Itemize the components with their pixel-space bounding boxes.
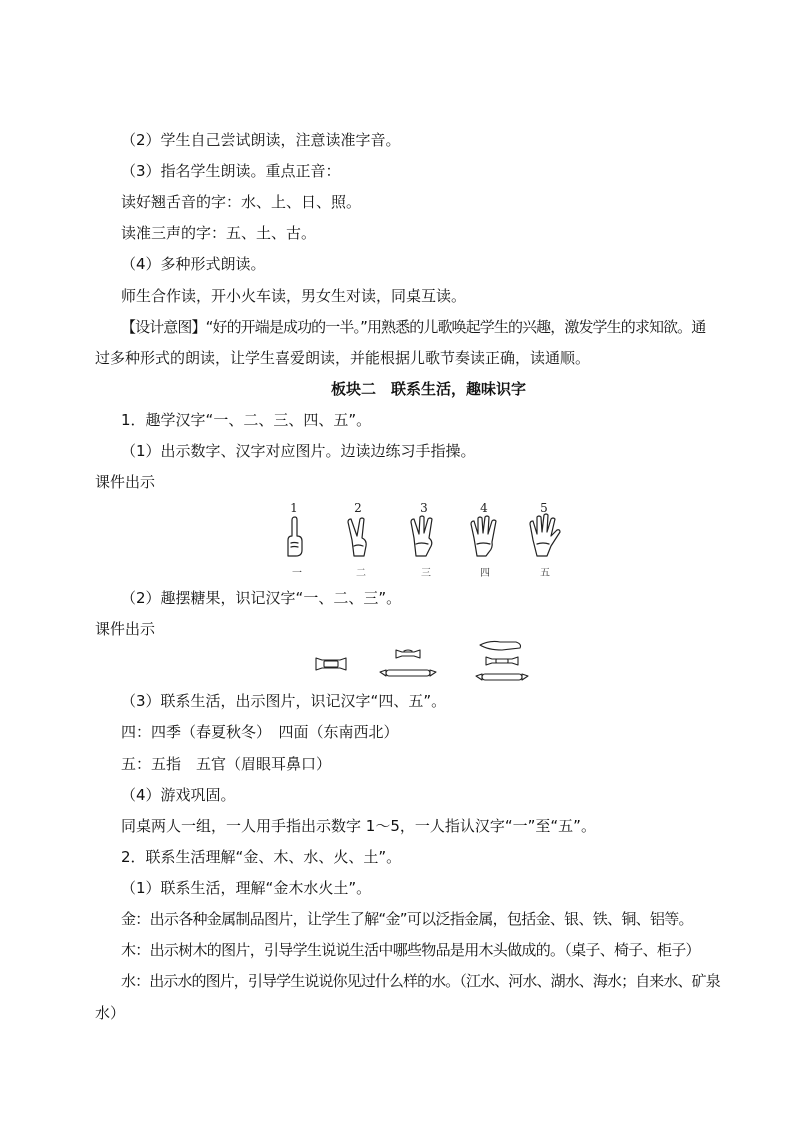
hand-three-icon xyxy=(411,516,432,556)
candy-icon xyxy=(486,657,518,665)
hand-two-icon xyxy=(348,518,366,556)
candy-icon xyxy=(480,641,521,650)
paragraph: （4）游戏巩固。 xyxy=(121,786,236,804)
number-label: 2 xyxy=(354,501,362,515)
paragraph: 水：出示水的图片，引导学生说说你见过什么样的水。（江水、河水、湖水、海水；自来水、矿泉 xyxy=(121,972,720,990)
paragraph: 金：出示各种金属制品图片，让学生了解“金”可以泛指金属，包括金、银、铁、铜、铝等。 xyxy=(121,910,693,928)
paragraph: （1）出示数字、汉字对应图片。边读边练习手指操。 xyxy=(121,442,476,460)
hand-five-icon xyxy=(530,514,560,556)
chinese-numeral-label: 五 xyxy=(540,568,550,579)
paragraph: 读好翘舌音的字：水、上、日、照。 xyxy=(121,193,362,211)
candy-icon xyxy=(396,650,420,658)
paragraph: （2）学生自己尝试朗读，注意读准字音。 xyxy=(121,131,401,149)
number-label: 3 xyxy=(420,501,428,515)
number-label: 4 xyxy=(480,501,488,515)
paragraph: （4）多种形式朗读。 xyxy=(121,255,266,273)
candy-icon xyxy=(476,674,528,680)
finger-counting-figure xyxy=(270,496,570,584)
chinese-numeral-label: 三 xyxy=(421,568,431,579)
chinese-numeral-label: 四 xyxy=(480,568,490,579)
candy-icon xyxy=(380,670,436,676)
number-label: 1 xyxy=(290,501,298,515)
hand-four-icon xyxy=(471,516,496,556)
design-intent-paragraph-cont: 过多种形式的朗读，让学生喜爱朗读，并能根据儿歌节奏读正确，读通顺。 xyxy=(95,349,591,367)
candy-arrangement-figure xyxy=(310,640,530,688)
paragraph-cont: 水） xyxy=(95,1004,126,1022)
paragraph: （3）指名学生朗读。重点正音： xyxy=(121,162,341,180)
chinese-numeral-label: 二 xyxy=(356,568,366,579)
paragraph: 2．联系生活理解“金、木、水、火、土”。 xyxy=(121,848,402,866)
design-intent-paragraph: 【设计意图】“好的开端是成功的一半。”用熟悉的儿歌唤起学生的兴趣，激发学生的求知欲。通 xyxy=(121,318,706,336)
paragraph: 1．趣学汉字“一、二、三、四、五”。 xyxy=(121,411,372,429)
paragraph: 木：出示树木的图片，引导学生说说生活中哪些物品是用木头做成的。（桌子、椅子、柜子） xyxy=(121,941,700,959)
candy-icon xyxy=(316,658,346,670)
paragraph: （3）联系生活，出示图片，识记汉字“四、五”。 xyxy=(121,692,447,710)
courseware-label: 课件出示 xyxy=(95,473,156,491)
paragraph: 同桌两人一组，一人用手指出示数字 1～5，一人指认汉字“一”至“五”。 xyxy=(121,817,596,835)
paragraph: 师生合作读，开小火车读，男女生对读，同桌互读。 xyxy=(121,287,467,305)
paragraph: 五：五指 五官（眉眼耳鼻口） xyxy=(121,755,332,773)
paragraph: （2）趣摆糖果，识记汉字“一、二、三”。 xyxy=(121,589,402,607)
section-heading: 板块二 联系生活，趣味识字 xyxy=(331,380,527,398)
paragraph: 读准三声的字：五、土、古。 xyxy=(121,224,317,242)
courseware-label: 课件出示 xyxy=(95,620,156,638)
paragraph: （1）联系生活，理解“金木水火土”。 xyxy=(121,879,372,897)
paragraph: 四：四季（春夏秋冬） 四面（东南西北） xyxy=(121,723,399,741)
chinese-numeral-label: 一 xyxy=(292,568,302,579)
hand-one-icon xyxy=(288,517,302,556)
number-label: 5 xyxy=(540,501,548,515)
